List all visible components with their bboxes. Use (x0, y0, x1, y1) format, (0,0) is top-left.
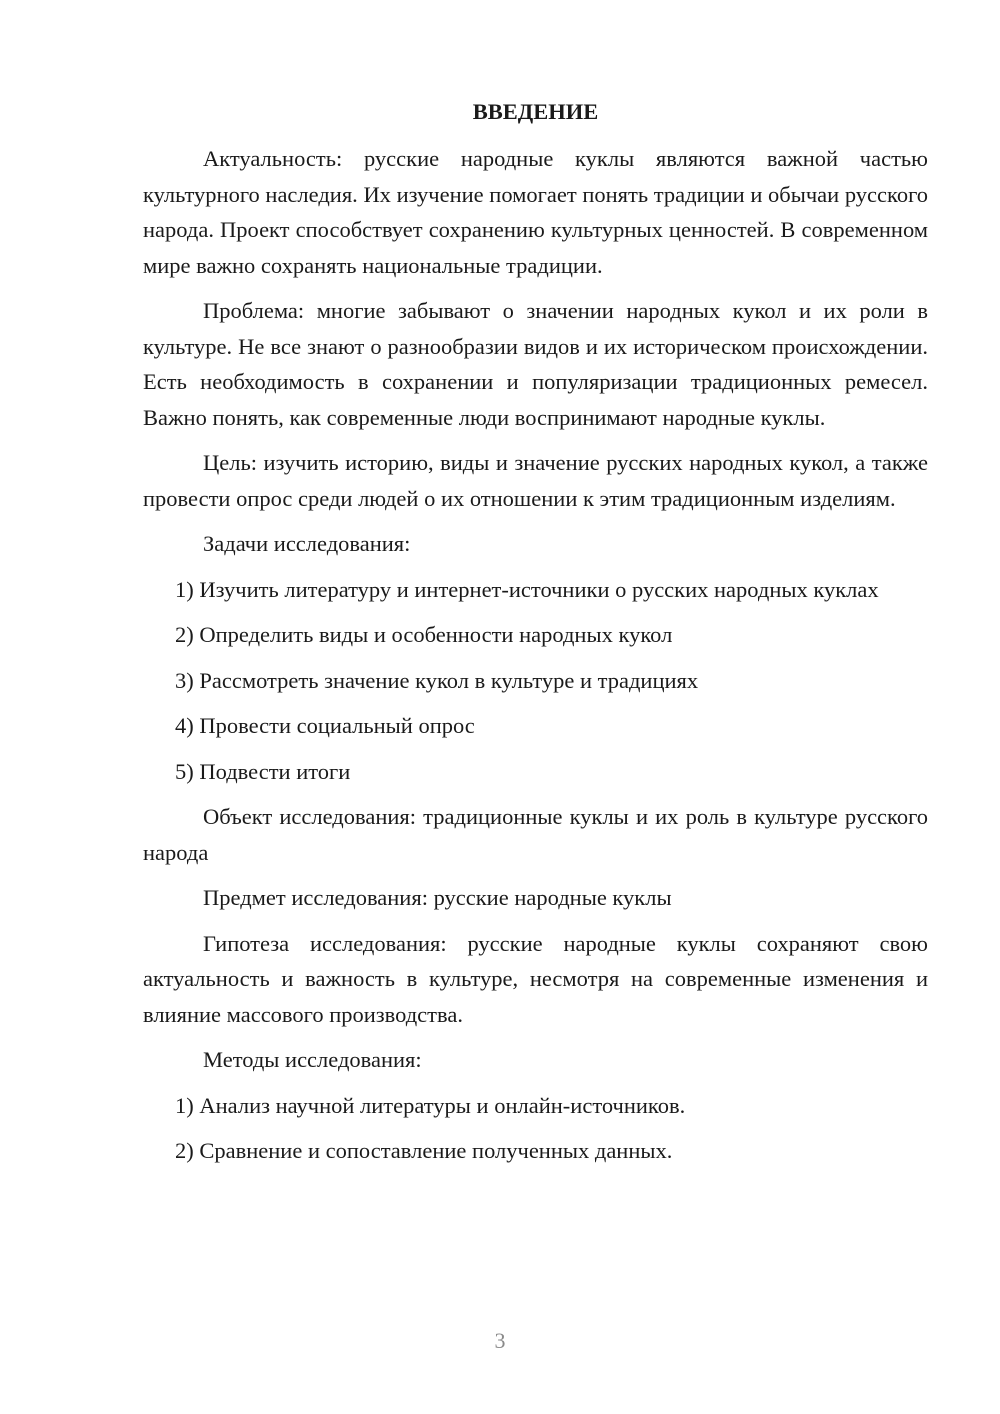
method-item: 1) Анализ научной литературы и онлайн-источников. (175, 1092, 686, 1118)
task-item: 1) Изучить литературу и интернет-источники о русских народных куклах (175, 576, 879, 602)
hypothesis-paragraph: Гипотеза исследования: русские народные куклы сохраняют свою актуальность и важность в культуре, несмотря на современные изменения и влияние массового производства. (143, 930, 928, 1027)
task-item: 5) Подвести итоги (175, 758, 351, 784)
problem-paragraph: Проблема: многие забывают о значении народных кукол и их роли в культуре. Не все знают о разнообразии видов и их историческом происхождении. Есть необходимость в сохранении и популяризации традиционных ремесел. Важно понять, как современные люди воспринимают народные куклы. (143, 298, 928, 430)
document-page (143, 94, 928, 1179)
task-item: 4) Провести социальный опрос (175, 713, 475, 738)
subject-paragraph: Предмет исследования: русские народные куклы (203, 885, 672, 910)
task-item: 3) Рассмотреть значение кукол в культуре и традициях (175, 667, 699, 693)
method-item: 2) Сравнение и сопоставление полученных данных. (175, 1138, 673, 1163)
methods-heading: Методы исследования: (203, 1047, 422, 1072)
tasks-heading: Задачи исследования: (203, 531, 411, 556)
goal-paragraph: Цель: изучить историю, виды и значение русских народных кукол, а также провести опрос среди людей о их отношении к этим традиционным изделиям. (143, 450, 928, 511)
relevance-paragraph: Актуальность: русские народные куклы являются важной частью культурного наследия. Их изучение помогает понять традиции и обычаи русского народа. Проект способствует сохранению культурных ценностей. В современном мире важно сохранять национальные традиции. (143, 146, 928, 278)
object-paragraph: Объект исследования: традиционные куклы и их роль в культуре русского народа (143, 804, 928, 865)
section-heading: ВВЕДЕНИЕ (472, 99, 599, 124)
page-number: 3 (494, 1328, 506, 1353)
task-item: 2) Определить виды и особенности народных кукол (175, 622, 673, 647)
